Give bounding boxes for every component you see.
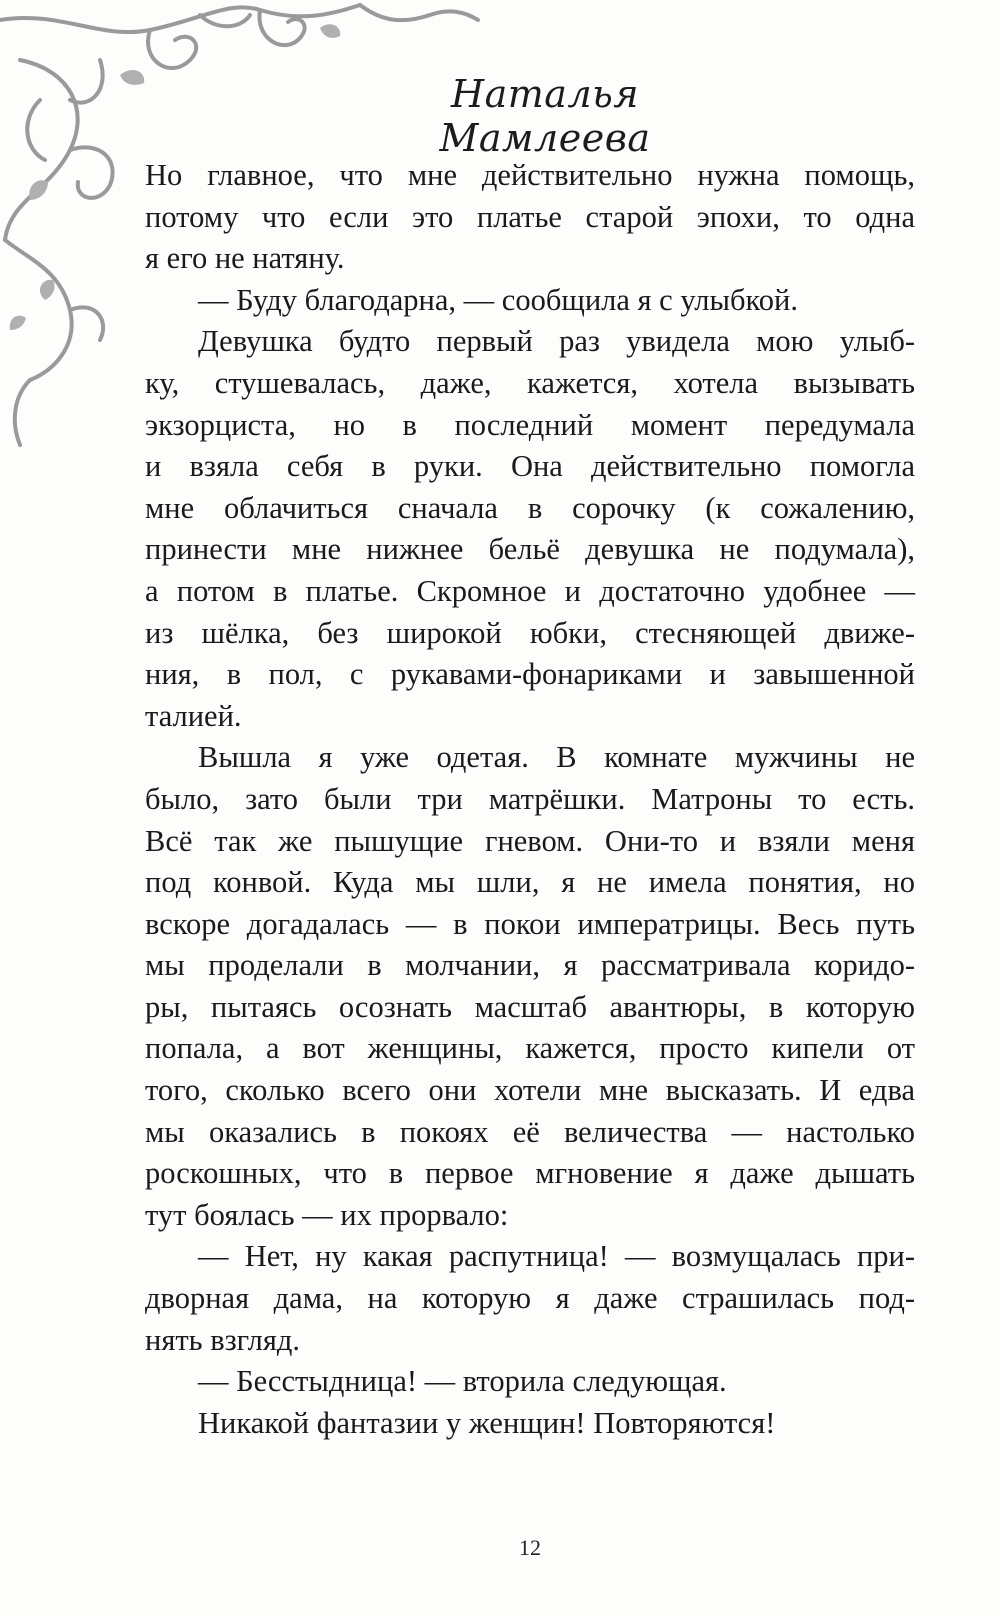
body-text	[145, 155, 915, 1444]
text-line: тут боялась — их прорвало:	[145, 1197, 509, 1232]
text-line: я его не натяну.	[145, 241, 345, 276]
text-line: Но главное, что мне действительно нужна помощь,	[145, 158, 915, 192]
text-line: ния, в пол, с рукавами-фонариками и завышенной	[145, 657, 915, 692]
page-number: 12	[519, 1535, 541, 1560]
text-line: под конвой. Куда мы шли, я не имела понятия, но	[145, 865, 915, 900]
text-line: Девушка будто первый раз увидела мою улыб-	[198, 324, 915, 359]
text-line: талией.	[145, 698, 242, 733]
text-line: экзорциста, но в последний момент передумала	[145, 407, 915, 442]
text-line: дворная дама, на которую я даже страшилась под-	[145, 1281, 915, 1316]
text-line: принести мне нижнее бельё девушка не подумала),	[145, 532, 915, 567]
text-line: мы проделали в молчании, я рассматривала коридо-	[145, 948, 915, 983]
text-line: из шёлка, без широкой юбки, стесняющей движе-	[145, 615, 915, 650]
text-line: ку, стушевалась, даже, кажется, хотела вызывать	[145, 365, 915, 400]
text-line: Всё так же пышущие гневом. Они-то и взяли меня	[145, 823, 915, 858]
text-line: роскошных, что в первое мгновение я даже дышать	[145, 1156, 915, 1191]
text-line: вскоре догадалась — в покои императрицы. Весь путь	[145, 906, 915, 941]
text-line: попала, а вот женщины, кажется, просто кипели от	[145, 1031, 915, 1066]
text-line: было, зато были три матрёшки. Матроны то есть.	[145, 781, 915, 816]
text-line: — Нет, ну какая распутница! — возмущалась при-	[198, 1239, 915, 1274]
text-line: и взяла себя в руки. Она действительно помогла	[145, 449, 915, 484]
text-line: а потом в платье. Скромное и достаточно удобнее —	[145, 573, 915, 608]
text-line: ры, пытаясь осознать масштаб авантюры, в которую	[145, 989, 915, 1024]
text-line: нять взгляд.	[145, 1322, 301, 1357]
text-line: мне облачиться сначала в сорочку (к сожалению,	[145, 490, 915, 525]
text-line: Вышла я уже одетая. В комнате мужчины не	[198, 740, 915, 775]
text-line: — Буду благодарна, — сообщила я с улыбкой.	[198, 282, 798, 317]
running-head-author: Наталья Мамлеева	[439, 72, 651, 160]
text-line: потому что если это платье старой эпохи, то одна	[145, 199, 915, 234]
text-line: — Бесстыдница! — вторила следующая.	[198, 1364, 727, 1399]
text-line: того, сколько всего они хотели мне высказать. И едва	[145, 1073, 915, 1108]
text-line: Никакой фантазии у женщин! Повторяются!	[198, 1405, 776, 1440]
text-line: мы оказались в покоях её величества — настолько	[145, 1114, 915, 1149]
